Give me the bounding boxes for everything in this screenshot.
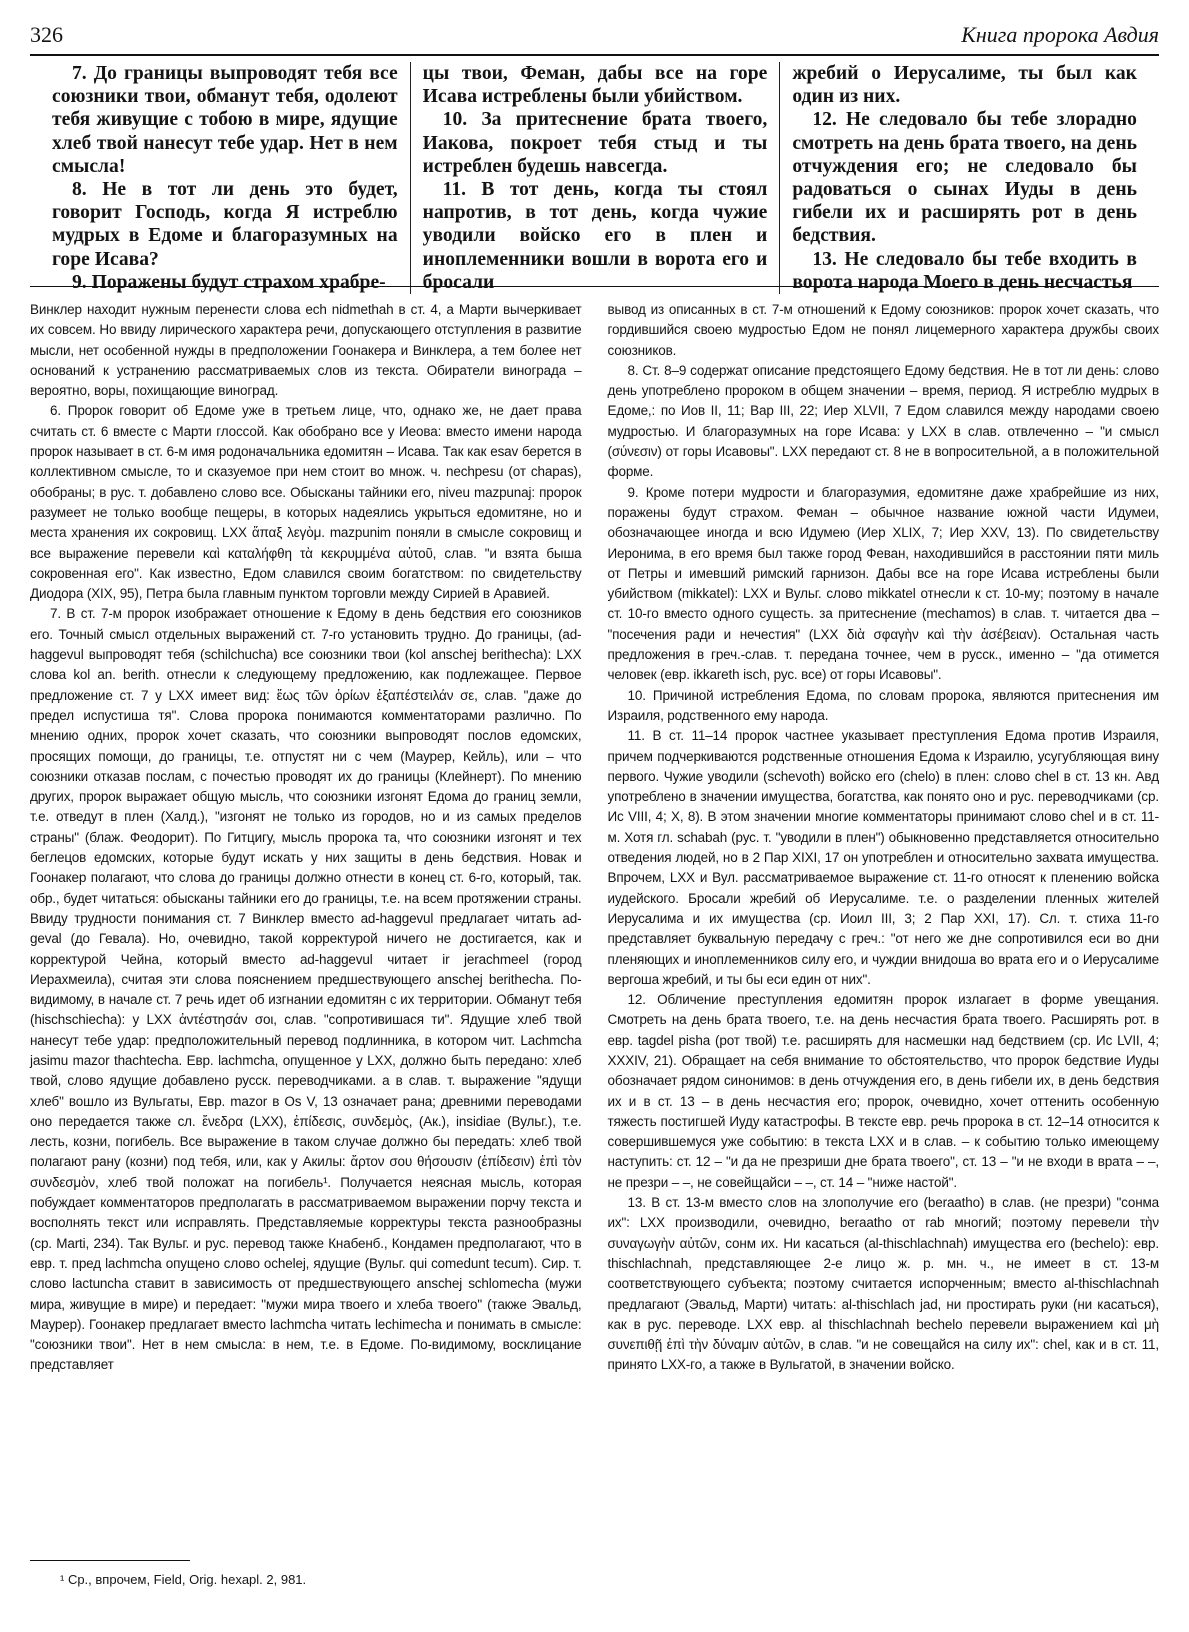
commentary-paragraph: 10. Причиной истребления Едома, по словам пророка, являются притеснения им Израиля, родственного ему народа. [607,687,1159,723]
section-rule [30,286,1159,287]
commentary-paragraph: 8. Ст. 8–9 содержат описание предстоящего Едому бедствия. Не в тот ли день: слово день употреблено пророком в общем значении – время, период. Я истреблю мудрых в Едоме,: по Иов II, 11; Вар III, 22; Иер XLVII, 7 Едом славился между народами своею мудростью. И благоразумных на горе Исава: у LXX в слав. отвлеченно – "и смысл (σύνεσιν) от горы Исавовы". LXX передают ст. 8 не в вопросительной, а в положительной форме. [607,362,1159,480]
commentary-paragraph: 7. В ст. 7-м пророк изображает отношение к Едому в день бедствия его союзников его. Точный смысл отдельных выражений ст. 7-го установить трудно. До границы, (ad-haggevul выпроводят тебя (schilchucha) все союзники твои (kol anschej berithecha): LXX слова kol an. berith. отнесли к следующему предложению, как подлежащее. Первое предложение ст. 7 у LXX имеет вид: ἕως τῶν ὁρίων ἐξαπέστειλάν σε, слав. "даже до предел испустиша тя". Слова пророка понимаются комментаторами различно. По мнению одних, пророк хочет сказать, что союзники выпроводят послов едомских, просящих помощи, до границы, т.е. отпустят ни с чем (Маурер, Кейль), или – что союзники отказав послам, с почестью проводят их до границы (Клейнерт). По мнению других, пророк выражает общую мысль, что союзники изгонят Едома до границ земли, т.е. отведут в плен (Халд.), "изгонят не только из городов, но и из самых пределов страны" (блаж. Феодорит). По Гитцигу, мысль пророка та, что союзники изгонят и тех беглецов едомских, которые будут искать у них защиты в день бедствия. Новак и Гоонакер полагают, что слова до границы должно отнести в конец ст. 6-го, который, так. обр., будет читаться: обысканы тайники его до границы, т.е. на всем протяжении страны. Ввиду трудности понимания ст. 7 Винклер вместо ad-haggevul предлагает читать ad-geval (до Гевала). Но, очевидно, такой корректурой ничего не достигается, как и корректурой Чейна, который вместо ad-haggevul читает ir jerachmeel (город Иерахмеила), считая эти слова пояснением предшествующего anschej berithecha. По-видимому, в начале ст. 7 речь идет об изгнании едомитян с их территории. Обманут тебя (hischschiecha): у LXX ἀντέστησάν σοι, слав. "сопротивишася ти". Ядущие хлеб твой нанесут тебе удар: предположительный перевод подлинника, в котором чит. Lachmcha jasimu mazor thachtecha. Евр. lachmcha, опущенное у LXX, должно быть передано: хлеб твой, слово ядущие добавлено русск. переводчиками. а в слав. т. выражение "ядущи хлеб" вошло из Вульгаты, Евр. mazor в Os V, 13 означает рана; древними переводами оно передается также сл. ἔνεδρα (LXX), ἐπίδεσις, συνδεμὸς, (Ак.), insidiae (Вульг.), т.е. лесть, козни, погибель. Все выражение в таком случае должно бы передать: хлеб твой полагают рану (козни) под тебя, или, как у Акилы: ἄρτον σου θήσουσιν (ἐπίδεσιν) ἐπὶ τὸν συνδεσμὸν, хлеб твой положат на погибель¹. Получается неясная мысль, которая побуждает комментаторов предполагать в рассматриваемом выражении порчу текста и восполнять текст или исправлять. Представляемые корректуры текста разнообразны (ср. Marti, 234). Так Вульг. и рус. перевод также Кнабенб., Кондамен предполагают, что в евр. т. пред lachmcha опущено слово ochelej, ядущие (Вульг. qui comedunt tecum). Сир. т. слово lactuncha ставит в зависимость от предшествующего anschej schlomecha (мужи мира, живущие в мире) и передает: "мужи мира твоего и хлеба твоего" (также Эвальд, Маурер). Гоонакер предлагает вместо lachmcha читать lechimecha и понимать в смысле: "союзники твои". Нет в нем смысла: в нем, т.е. в Едоме. По-видимому, восклицание представляет [30,606,582,1373]
verse-7: 7. До границы выпроводят тебя все союзники твои, обманут тебя, одолеют тебя живущие с тобою в мире, ядущие хлеб твой нанесут тебе удар. Нет в нем смысла! [52,63,398,177]
commentary-paragraph: 12. Обличение преступления едомитян пророк излагает в форме увещания. Смотреть на день брата твоего, т.е. на день несчастия брата твоего. Расширять рот. в евр. tagdel pisha (рот твой) т.е. расширять для насмешки над бедствием (ср. Ис LVII, 4; XXXIV, 21). Обращает на себя внимание то обстоятельство, что пророк бедствие Иуды обозначает рядом синонимов: в день отчуждения его, в день гибели их, в день бедствия их и в ст. 13 – в день несчастия его; пророк, очевидно, хочет оттенить особенную тяжесть постигшей Иуду катастрофы. В тексте евр. речь пророка в ст. 12–14 относится к совершившемуся уже событию: в текста LXX и в слав. – к событию только имеющему наступить: ст. 12 – "и да не презриши дне брата твоего", ст. 13 – "и не входи в врата – –, не презри – –, не совейщайси – –, ст. 14 – "ниже настой". [607,992,1159,1190]
commentary-paragraph: 6. Пророк говорит об Едоме уже в третьем лице, что, однако же, не дает права считать ст. 6 вместе с Марти глоссой. Как обобрано все у Иеова: вместо имени народа пророк называет в ст. 6-м имя родоначальника едомитян – Исава. Так как esav берется в коллективном смысле, то и сказуемое при нем стоит во множ. ч. nechpesu (от chapas), обобраны; в рус. т. добавлено слово все. Обысканы тайники его, niveu mazpunaj: пророк разумеет не только вообще пещеры, в которых надеялись укрыться едомитяне, но и места хранения их сокровищ. LXX ἅπαξ λεγὸμ. mazpunim поняли в смысле сокровищ и все выражение перевели καὶ καταλήφθη τὰ κεκρυμμένα αὐτοῦ, слав. "и взята быша сокровенная его". Как известно, Едом славился своим богатством: по свидетельству Диодора (XIX, 95), Петра была главным пунктом торговли между Сирией в Аравией. [30,403,582,602]
commentary-paragraph: 11. В ст. 11–14 пророк частнее указывает преступления Едома против Израиля, причем подчеркиваются родственные отношения Едома к Израилю, усугубляющая вину первого. Чужие уводили (schevoth) войско его (chelo) в плен: слово chel в ст. 13 кн. Авд употреблено в значении имущества, богатства, как понято оно и рус. переводчиками (ср. Ис VIII, 4; X, 8). В этом значении многие комментаторы принимают слово chel и в ст. 11-м. Хотя гл. schabah (рус. т. "уводили в плен") обыкновенно представляется относительно отведения людей, но в 2 Пар XIXI, 17 он употреблен и относительно захвата имущества. Впрочем, LXX и Вул. рассматриваемое выражение ст. 11-го относят к пленению войска иудейского. Бросали жребий об Иерусалиме. т.е. о разделении пленных жителей Иерусалима и их имущества (ср. Иоил III, 3; 2 Пар XXI, 17). Сл. т. стиха 11-го представляет буквальную передачу с греч.: "от него же дне сопротивился еси во дни пленяющих и иноплеменников силу его, и чуждии внидоша во врата его и о Иерусалиме вергоша жребий, и ты бы еси един от них". [607,728,1159,987]
scripture-column-2 [410,62,780,294]
footnote-rule [30,1560,190,1561]
commentary-paragraph: 9. Кроме потери мудрости и благоразумия, едомитяне даже храбрейшие из них, поражены будут страхом. Феман – обычное название южной части Идумеи, обозначающее иногда и всю Идумею (Иер XLIX, 7; Иер XXV, 13). По свидетельству Иеронима, в его время был также город Феван, находившийся в расстоянии пяти миль от Петры и имевший римский гарнизон. Дабы все на горе Исава истреблены были убийством (mikkatel): LXX и Вульг. слово mikkatel отнесли к ст. 10-му; поэтому в начале ст. 10-го вместо одного сущесть. за притеснение (mechamos) в слав. т. читается два – "посечения ради и нечестия" (LXX διὰ σφαγὴν καὶ τὴν ἀσέβειαν). Остальная часть предложения в греч.-слав. т. передана точнее, чем в русск., именно – "да отимется человек (евр. ikkareth isch, рус. все) от горы Исавовы". [607,484,1159,683]
scripture-column-1 [40,62,410,294]
verse-8: 8. Не в тот ли день это будет, говорит Господь, когда Я истреблю мудрых в Едоме и благоразумных на горе Исава? [52,179,398,270]
commentary [30,300,1159,1510]
page-number: 326 [30,22,63,47]
footnote: ¹ Ср., впрочем, Field, Orig. hexapl. 2, 981. [60,1572,307,1587]
commentary-paragraph: вывод из описанных в ст. 7-м отношений к Едому союзников: пророк хочет сказать, что гордившийся своею мудростью Едом не понял лицемерного характера дружбы своих союзников. [607,302,1159,358]
verse-13: 13. Не следовало бы тебе входить в ворота народа Моего в день несчастья [792,248,1137,293]
commentary-column-left [30,300,582,1510]
header-rule [30,54,1159,56]
verse-11-continued: жребий о Иерусалиме, ты был как один из них. [792,63,1137,108]
page-header [30,22,1159,52]
verse-11: 11. В тот день, когда ты стоял напротив, в тот день, когда чужие уводили войско его в плен и иноплеменники вошли в ворота его и бросали [422,179,768,293]
commentary-paragraph: Винклер находит нужным перенести слова ech nidmethah в ст. 4, а Марти вычеркивает их совсем. Но ввиду лирического характера речи, допускающего отступления в развитие мысли, нет особенной нужды в предположении Гоонакера и Винклера, а тем более нет оснований к устранению рассматриваемых слов из текста. Обиратели винограда – вероятно, воры, похищающие виноград. [30,302,582,399]
scripture-column-3 [779,62,1149,294]
scripture-text [40,62,1149,293]
verse-12: 12. Не следовало бы тебе злорадно смотреть на день брата твоего, на день отчуждения его; не следовало бы радоваться о сынах Иуды в день гибели их и расширять рот в день бедствия. [792,109,1137,247]
book-title: Книга пророка Авдия [961,22,1159,47]
verse-9-continued: цы твои, Феман, дабы все на горе Исава истреблены были убийством. [422,63,768,108]
commentary-column-right [608,300,1160,1510]
commentary-paragraph: 13. В ст. 13-м вместо слов на злополучие его (beraatho) в слав. (не презри) "сонма их": LXX производили, очевидно, beraatho от rab многий; поэтому перевели τὴν συναγωγὴν αὐτῶν, сонм их. Ни касаться (al-thischlachnah) имущества его (bechelo): евр. thischlachnah, представляющее 2-е лицо ж. р. мн. ч., не имеет в ст. 13-м соответствующего субъекта; поэтому считается испорченным; вместо al-thischlachnah предлагают (Эвальд, Марти) читать: al-thischlach jad, ни простирать руки (ни касаться), как в рус. переводе. LXX евр. al thischlachnah bechelo перевели выражением καὶ μὴ συνεπιθῇ ἐπὶ τὴν δύναμιν αὐτῶν, в слав. "и не совещайся на силу их": chel, как и в ст. 11, принято LXX-го, а также в Вульгатой, в значении войско. [607,1195,1159,1373]
verse-10: 10. За притеснение брата твоего, Иакова, покроет тебя стыд и ты истреблен будешь навсегда. [422,109,768,177]
verse-9: 9. Поражены будут страхом храбре- [72,271,386,293]
